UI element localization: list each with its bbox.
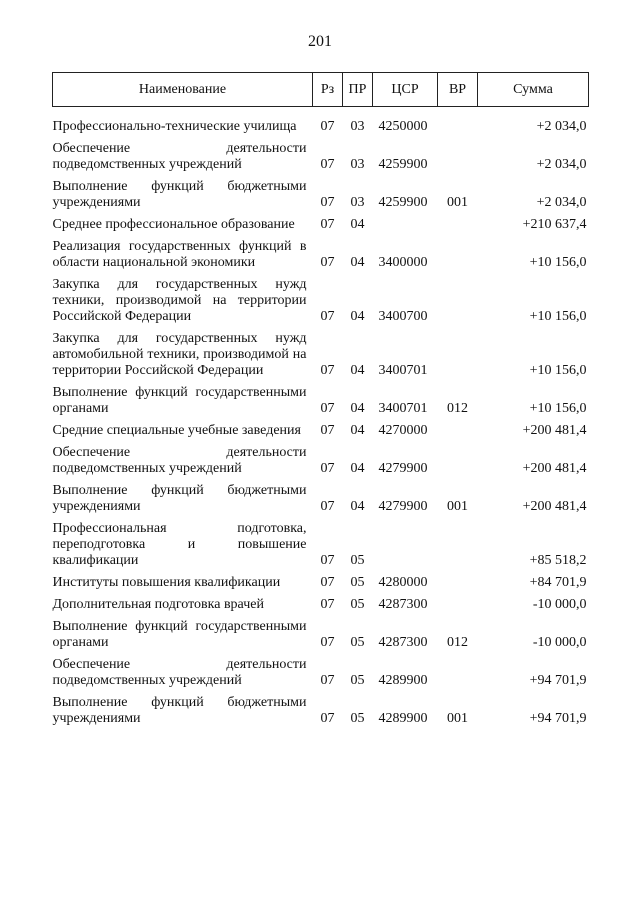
cell-csr: 4279900 bbox=[378, 461, 428, 476]
cell-vr bbox=[438, 521, 478, 575]
table-row bbox=[53, 217, 589, 239]
cell-vr bbox=[438, 423, 478, 445]
cell-sum: +200 481,4 bbox=[522, 423, 587, 438]
cell-csr: 4287300 bbox=[378, 597, 428, 612]
table-row bbox=[53, 107, 589, 142]
cell-csr: 4287300 bbox=[378, 635, 428, 650]
cell-rz: 07 bbox=[320, 499, 335, 514]
cell-csr: 4289900 bbox=[378, 673, 428, 688]
cell-pr: 04 bbox=[350, 423, 365, 438]
table-row bbox=[53, 695, 589, 733]
cell-rz: 07 bbox=[320, 401, 335, 416]
cell-pr: 03 bbox=[350, 195, 365, 210]
cell-vr bbox=[438, 597, 478, 619]
table-row bbox=[53, 331, 589, 385]
cell-pr: 05 bbox=[350, 597, 365, 612]
cell-sum: +94 701,9 bbox=[529, 711, 587, 726]
table-row bbox=[53, 619, 589, 657]
cell-vr bbox=[438, 239, 478, 277]
cell-csr: 3400700 bbox=[378, 309, 428, 324]
cell-csr: 3400000 bbox=[378, 255, 428, 270]
cell-csr: 4280000 bbox=[378, 575, 428, 590]
cell-sum: -10 000,0 bbox=[532, 597, 587, 612]
budget-table bbox=[52, 72, 589, 733]
cell-rz: 07 bbox=[320, 575, 335, 590]
cell-csr: 3400701 bbox=[378, 363, 428, 378]
page-number: 201 bbox=[308, 33, 332, 50]
cell-rz: 07 bbox=[320, 461, 335, 476]
cell-rz: 07 bbox=[320, 309, 335, 324]
cell-name: Обеспечение деятельности подведомственных учреждений bbox=[52, 445, 307, 476]
cell-sum: +10 156,0 bbox=[529, 309, 587, 324]
header-rz: Рз bbox=[313, 73, 343, 107]
cell-vr bbox=[438, 141, 478, 179]
cell-pr: 04 bbox=[350, 309, 365, 324]
cell-csr: 4289900 bbox=[378, 711, 428, 726]
cell-rz: 07 bbox=[320, 423, 335, 438]
cell-sum: +210 637,4 bbox=[522, 217, 587, 232]
header-vr: ВР bbox=[438, 73, 478, 107]
cell-sum: +10 156,0 bbox=[529, 363, 587, 378]
cell-rz: 07 bbox=[320, 157, 335, 172]
cell-vr bbox=[438, 445, 478, 483]
cell-sum: +2 034,0 bbox=[536, 195, 587, 210]
cell-sum: +85 518,2 bbox=[529, 553, 587, 568]
cell-sum: +10 156,0 bbox=[529, 255, 587, 270]
cell-vr bbox=[438, 657, 478, 695]
cell-vr bbox=[438, 107, 478, 142]
cell-rz: 07 bbox=[320, 711, 335, 726]
cell-name: Закупка для государственных нужд автомобильной техники, производимой на территории Российской Федерации bbox=[52, 331, 307, 378]
cell-vr: 001 bbox=[447, 711, 468, 726]
cell-vr bbox=[438, 277, 478, 331]
cell-name: Профессионально-технические училища bbox=[52, 119, 297, 134]
table-row bbox=[53, 239, 589, 277]
cell-pr: 04 bbox=[350, 499, 365, 514]
cell-rz: 07 bbox=[320, 597, 335, 612]
cell-rz: 07 bbox=[320, 217, 335, 232]
cell-csr: 4259900 bbox=[378, 157, 428, 172]
cell-name: Средние специальные учебные заведения bbox=[52, 423, 301, 438]
cell-csr: 4259900 bbox=[378, 195, 428, 210]
cell-rz: 07 bbox=[320, 673, 335, 688]
cell-vr: 001 bbox=[447, 195, 468, 210]
header-sum: Сумма bbox=[478, 73, 589, 107]
cell-vr bbox=[438, 575, 478, 597]
cell-pr: 05 bbox=[350, 635, 365, 650]
cell-name: Выполнение функций бюджетными учреждениями bbox=[52, 695, 307, 726]
table-row bbox=[53, 423, 589, 445]
cell-pr: 05 bbox=[350, 553, 365, 568]
cell-pr: 05 bbox=[350, 673, 365, 688]
cell-pr: 05 bbox=[350, 711, 365, 726]
cell-sum: +2 034,0 bbox=[536, 119, 587, 134]
cell-sum: -10 000,0 bbox=[532, 635, 587, 650]
table-row bbox=[53, 445, 589, 483]
cell-sum: +84 701,9 bbox=[529, 575, 587, 590]
cell-name: Обеспечение деятельности подведомственных учреждений bbox=[52, 141, 307, 172]
cell-csr: 3400701 bbox=[378, 401, 428, 416]
cell-vr bbox=[438, 331, 478, 385]
cell-sum: +94 701,9 bbox=[529, 673, 587, 688]
cell-vr bbox=[438, 217, 478, 239]
cell-csr bbox=[373, 217, 438, 239]
table-row bbox=[53, 277, 589, 331]
table-header-row bbox=[53, 73, 589, 107]
cell-pr: 04 bbox=[350, 461, 365, 476]
cell-csr: 4250000 bbox=[378, 119, 428, 134]
cell-pr: 03 bbox=[350, 157, 365, 172]
cell-name: Дополнительная подготовка врачей bbox=[52, 597, 264, 612]
table-row bbox=[53, 179, 589, 217]
cell-sum: +10 156,0 bbox=[529, 401, 587, 416]
cell-vr: 012 bbox=[447, 635, 468, 650]
cell-csr: 4279900 bbox=[378, 499, 428, 514]
table-row bbox=[53, 657, 589, 695]
table-row bbox=[53, 597, 589, 619]
header-csr: ЦСР bbox=[373, 73, 438, 107]
table-row bbox=[53, 575, 589, 597]
cell-name: Среднее профессиональное образование bbox=[52, 217, 295, 232]
header-name: Наименование bbox=[53, 73, 313, 107]
cell-pr: 04 bbox=[350, 255, 365, 270]
cell-sum: +200 481,4 bbox=[522, 461, 587, 476]
table-row bbox=[53, 483, 589, 521]
cell-name: Обеспечение деятельности подведомственных учреждений bbox=[52, 657, 307, 688]
cell-sum: +200 481,4 bbox=[522, 499, 587, 514]
cell-name: Институты повышения квалификации bbox=[52, 575, 281, 590]
cell-name: Выполнение функций бюджетными учреждениями bbox=[52, 179, 307, 210]
cell-sum: +2 034,0 bbox=[536, 157, 587, 172]
cell-pr: 04 bbox=[350, 401, 365, 416]
cell-rz: 07 bbox=[320, 363, 335, 378]
cell-pr: 04 bbox=[350, 363, 365, 378]
cell-rz: 07 bbox=[320, 255, 335, 270]
cell-vr: 001 bbox=[447, 499, 468, 514]
cell-rz: 07 bbox=[320, 553, 335, 568]
cell-name: Реализация государственных функций в области национальной экономики bbox=[52, 239, 307, 270]
table-row bbox=[53, 521, 589, 575]
cell-csr: 4270000 bbox=[378, 423, 428, 438]
cell-pr: 03 bbox=[350, 119, 365, 134]
cell-name: Выполнение функций государственными органами bbox=[52, 619, 307, 650]
cell-name: Выполнение функций бюджетными учреждениями bbox=[52, 483, 307, 514]
cell-name: Закупка для государственных нужд техники, производимой на территории Российской Федерации bbox=[52, 277, 307, 324]
cell-pr: 04 bbox=[350, 217, 365, 232]
cell-pr: 05 bbox=[350, 575, 365, 590]
cell-vr: 012 bbox=[447, 401, 468, 416]
cell-name: Выполнение функций государственными органами bbox=[52, 385, 307, 416]
header-pr: ПР bbox=[343, 73, 373, 107]
cell-name: Профессиональная подготовка, переподготовка и повышение квалификации bbox=[52, 521, 307, 568]
cell-csr bbox=[373, 521, 438, 575]
cell-rz: 07 bbox=[320, 195, 335, 210]
cell-rz: 07 bbox=[320, 119, 335, 134]
cell-rz: 07 bbox=[320, 635, 335, 650]
table-row bbox=[53, 141, 589, 179]
table-row bbox=[53, 385, 589, 423]
